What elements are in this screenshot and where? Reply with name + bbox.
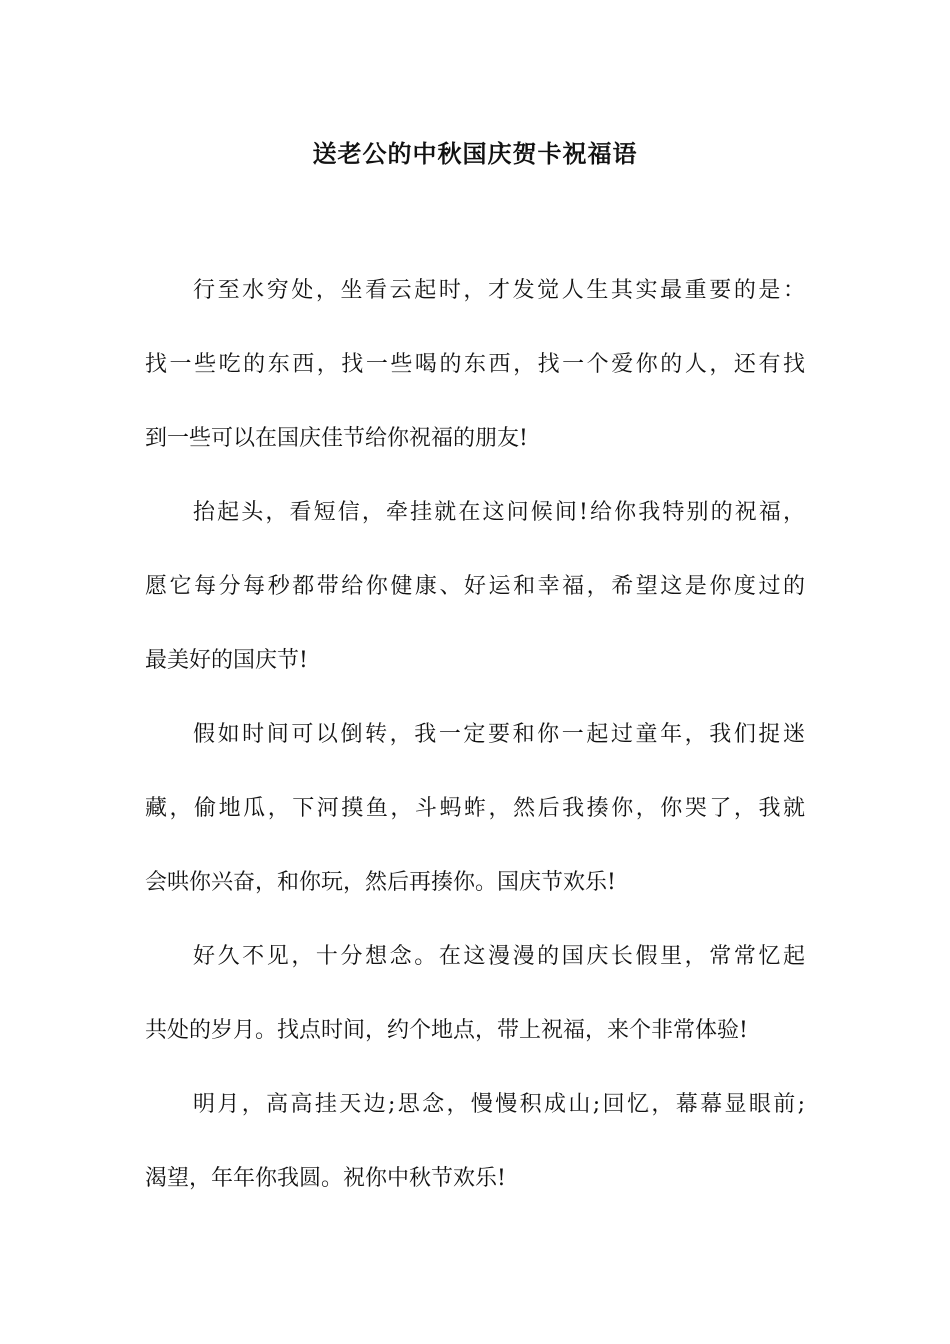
document-title: 送老公的中秋国庆贺卡祝福语 [312,139,638,168]
paragraph-line: 明月，高高挂天边;思念，慢慢积成山;回忆，幕幕显眼前; [193,1092,805,1117]
paragraph-line: 藏，偷地瓜，下河摸鱼，斗蚂蚱，然后我揍你，你哭了，我就 [145,796,805,821]
paragraph-line: 会哄你兴奋，和你玩，然后再揍你。国庆节欢乐! [145,870,616,895]
paragraph-line: 到一些可以在国庆佳节给你祝福的朋友! [145,426,528,451]
paragraph-line: 行至水穷处，坐看云起时，才发觉人生其实最重要的是： [193,278,805,303]
paragraph-line: 共处的岁月。找点时间，约个地点，带上祝福，来个非常体验! [145,1018,748,1043]
paragraph-4 [145,920,805,1068]
paragraph-line: 最美好的国庆节! [145,648,308,673]
paragraph-2 [145,476,805,698]
paragraph-3 [145,698,805,920]
document-body [145,254,805,1216]
paragraph-line: 抬起头，看短信，牵挂就在这问候间!给你我特别的祝福， [193,500,805,525]
paragraph-line: 找一些吃的东西，找一些喝的东西，找一个爱你的人，还有找 [145,352,805,377]
paragraph-5 [145,1068,805,1216]
paragraph-line: 渴望，年年你我圆。祝你中秋节欢乐! [145,1166,506,1191]
paragraph-line: 好久不见，十分想念。在这漫漫的国庆长假里，常常忆起 [193,944,805,969]
paragraph-1 [145,254,805,476]
paragraph-line: 愿它每分每秒都带给你健康、好运和幸福，希望这是你度过的 [145,574,805,599]
paragraph-line: 假如时间可以倒转，我一定要和你一起过童年，我们捉迷 [193,722,805,747]
